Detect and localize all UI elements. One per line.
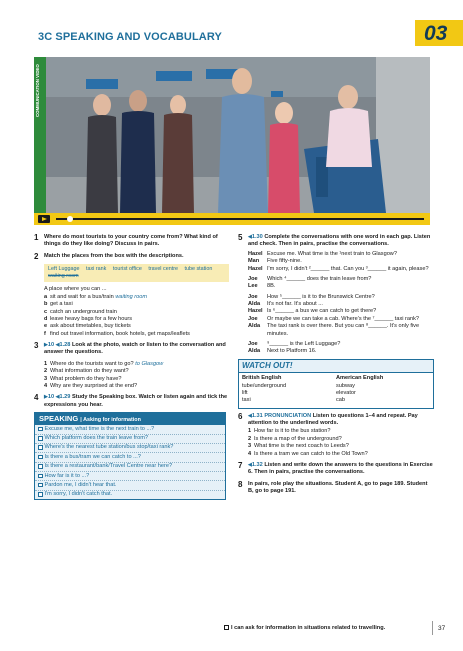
item-text: What time is the next coach to Leeds? [254,443,349,450]
exercise-number: 7 [238,460,243,470]
dialogue-line [248,294,434,301]
item-text: sit and wait for a bus/train [50,293,114,300]
speaker: Man [248,258,260,265]
line-text[interactable]: ⁹______ is the Left Luggage? [267,340,341,347]
item-key: e [44,323,48,330]
exercise-8 [238,481,434,496]
speaker: Alda [248,301,261,307]
speaking-box-subtitle: Asking for information [83,417,141,423]
item-text: ask about timetables, buy tickets [50,323,131,330]
list-item: 3 What time is the next coach to Leeds? [248,443,349,450]
watch-out-box [238,359,434,409]
item-key: a [44,293,48,300]
exercise-1 [34,234,229,249]
page-header [0,0,463,50]
checkbox[interactable] [38,427,43,432]
list-item [44,376,229,383]
item-text: Is there a tram we can catch to the Old Town? [254,450,368,457]
dialogue-line [248,251,434,258]
line-text[interactable]: Or maybe we can take a cab. Where's the ⁷______ taxi rank? [267,315,420,322]
american-word: elevator [336,389,356,396]
exercise-number: 2 [34,251,39,261]
exercise-number: 3 [34,341,39,350]
line-text: 8B. [267,283,276,290]
expression-row[interactable] [35,481,225,490]
line-text[interactable]: Is ⁶______ a bus we can catch to get there? [267,308,377,315]
dialogue-line [248,341,434,348]
video-ref[interactable]: ▶ 10 [44,394,54,400]
exercise-instruction: Match the places from the box with the descriptions. [44,252,184,259]
item-text: How far is it to the bus station? [254,428,331,435]
british-heading: British English [242,375,282,382]
watch-out-title: WATCH OUT! [239,360,433,374]
checkbox[interactable] [38,445,43,450]
word-box-item: Left Luggage [48,266,80,273]
dialogue-line [248,348,434,355]
audio-track-ref[interactable]: ◀ 1.29 [56,394,71,400]
expression-row[interactable] [35,425,225,434]
list-item [44,331,229,338]
item-key: d [44,315,48,322]
expression-row[interactable] [35,453,225,462]
american-word: subway [336,382,355,389]
video-control-bar [34,213,430,225]
word-box-item: tube station [184,266,213,273]
expression-row[interactable] [35,444,225,453]
dialogue-line [248,308,434,315]
item-key: c [44,308,48,315]
item-text: catch an underground train [50,308,117,315]
speaker: Alda [248,323,261,330]
word-box [44,264,229,282]
item-key: f [44,330,46,337]
play-button[interactable] [38,215,50,223]
list-item [44,361,229,368]
unit-code: 3C [38,31,53,43]
word-box-item: taxi rank [85,266,107,273]
dialogue-line [248,276,434,283]
list-item [44,383,229,390]
expression-row[interactable] [35,491,225,499]
exercise-instruction [248,413,434,428]
speaker: Lee [248,283,258,290]
line-text[interactable]: I'm sorry, I didn't ²______ that. Can you ³______ it again, please? [267,265,429,272]
list-item: 4 Is there a tram we can catch to the Old Town? [248,450,368,457]
can-do-text: I can ask for information in situations related to travelling. [231,625,386,631]
exercise-number: 4 [34,393,39,403]
line-text[interactable]: How ⁵______ is it to the Brunswick Centre? [267,293,375,300]
exercise-5 [238,234,434,249]
exercise-6 [238,413,434,428]
watch-out-columns [239,373,433,408]
item-text: Why are they surprised at the end? [50,382,138,389]
page-number: 37 [438,625,446,632]
item-text: What information do they want? [50,368,129,375]
list-item: 2 Is there a map of the underground? [248,435,342,442]
line-text: Next to Platform 16. [267,348,317,355]
item-key: 4 [44,382,48,389]
exercise-7 [238,462,434,477]
british-word: tube/underground [242,382,287,389]
video-ref[interactable]: ▶ 10 [44,342,54,348]
dialogue-line [248,258,434,265]
expression-text: I'm sorry, I didn't catch that. [44,491,113,498]
expression-row[interactable] [35,435,225,444]
british-column [242,375,336,405]
speaker: Joe [248,293,258,300]
checkbox[interactable] [38,436,43,441]
exercise-instruction [44,394,229,409]
line-text[interactable]: Which ⁴______ does the train leave from? [267,275,372,282]
item-text: find out travel information, book hotels, get maps/leaflets [50,330,190,337]
expression-text: How far is it to ...? [44,472,90,479]
exercise-number: 1 [34,233,39,242]
american-word: cab [336,397,346,404]
question-list [44,361,229,391]
exercise-4 [34,394,229,409]
item-text: Is there a map of the underground? [254,435,342,442]
item-key: 3 [44,375,48,382]
item-text: get a taxi [50,301,73,308]
list-item: 1 How far is it to the bus station? [248,428,331,435]
audio-track-ref[interactable]: ◀ 1.28 [56,342,71,348]
line-text: Five fifty-nine. [267,258,302,265]
line-text: It's not far. It's about ... [267,301,323,307]
video-progress-track[interactable] [56,218,424,220]
exercise-instruction: In pairs, role play the situations. Student A, go to page 189. Student B, go to page 191. [248,480,428,495]
speaker: Joe [248,315,258,322]
section-title: SPEAKING AND VOCABULARY [55,31,222,43]
expression-text: Is there a restaurant/bank/Travel Centre near here? [44,463,173,470]
british-word: lift [242,389,248,396]
checkbox[interactable] [38,474,43,479]
instruction-text: Look at the photo, watch or listen to the conversation and answer the questions. [44,342,226,356]
item-text: What problem do they have? [50,375,122,382]
speaking-box-header: SPEAKING | Asking for information [35,413,225,425]
exercise-instruction [248,234,434,249]
list-item [44,309,229,316]
item-key: 2 [44,368,48,375]
item-key: b [44,301,48,308]
expression-text: Which platform does the train leave from? [44,435,149,441]
speaking-box [34,412,226,500]
video-side-strip [34,57,46,225]
footer-divider [432,621,433,635]
exercise-instruction [44,342,229,357]
audio-track-ref[interactable]: ◀ 1.31 [248,413,263,419]
expression-text: Pardon me, I didn't hear that. [44,481,117,488]
unit-tab-number: 03 [424,22,448,45]
expression-row[interactable] [35,463,225,472]
line-text[interactable]: The taxi rank is over there. But you can ⁸______. It's only five minutes. [267,323,420,337]
item-text: leave heavy bags for a few hours [50,315,133,322]
exercise-number: 6 [238,411,243,421]
video-photo [46,57,430,213]
video-player[interactable] [34,57,430,225]
checkbox[interactable] [38,455,43,460]
expression-text: Excuse me, what time is the next train to ...? [44,425,155,432]
right-column [238,234,434,499]
line-text[interactable]: Excuse me. What time is the ¹next train to Glasgow? [267,250,397,257]
list-item [44,294,229,301]
pronunciation-list [248,428,434,458]
audio-track-ref[interactable]: ◀ 1.30 [248,234,263,240]
speaker: Joe [248,275,258,282]
list-item [44,316,229,323]
expression-text: Is there a bus/tram we can catch to ...? [44,453,141,460]
exercise-instruction [248,462,434,477]
speaker: Joe [248,340,258,347]
exercise-number: 8 [238,479,243,489]
description-list [44,286,229,338]
exercise-number: 5 [238,233,243,242]
dialogue [248,251,434,356]
speaking-box-title: SPEAKING [39,414,79,423]
video-progress-knob[interactable] [67,216,73,222]
instruction-text: Complete the conversations with one word in each gap. Listen and check. Then in pairs, practise the conversations. [248,234,431,248]
exercise-3 [34,342,229,357]
instruction-text: Listen and write down the answers to the questions in Exercise 6. Then in pairs, practise the conversations. [248,461,433,476]
speaker: Alda [248,348,261,355]
american-column [336,375,430,405]
word-box-item: travel centre [148,266,178,273]
expression-text: Where's the nearest tube station/bus stop/taxi rank? [44,444,174,451]
can-do-checkbox[interactable] [224,625,229,630]
item-text: Where do the tourists want to go? [50,360,134,367]
exercise-2 [34,253,229,260]
audio-track-ref[interactable]: ◀ 1.32 [248,462,263,468]
exercise-instruction: Where do most tourists to your country come from? What kind of things do they like doing? Discuss in pairs. [44,234,218,248]
american-heading: American English [336,375,384,382]
list-item [44,301,229,308]
british-word: taxi [242,397,251,404]
instruction-text: Study the Speaking box. Watch or listen again and tick the expressions you hear. [44,394,228,408]
example-answer: to Glasgow [135,360,164,367]
speaker: Hazel [248,308,263,315]
can-do-statement [224,625,385,632]
list-item [44,323,229,330]
list-intro: A place where you can ... [44,286,107,293]
dialogue-line [248,323,434,338]
speaker: Hazel [248,265,263,272]
page-title [38,30,222,45]
checkbox[interactable] [38,492,43,497]
dialogue-line [248,266,434,273]
video-side-label: COMMUNICATION VIDEO [35,64,40,117]
item-key: 1 [44,360,48,367]
left-column [34,234,229,500]
instruction-text: Listen to questions 1–4 and repeat. Pay attention to the underlined words. [248,412,418,427]
dialogue-line [248,283,434,290]
example-answer: waiting room [115,293,148,300]
checkbox[interactable] [38,464,43,469]
list-item [44,368,229,375]
expression-row[interactable] [35,472,225,481]
checkbox[interactable] [38,483,43,488]
pronunciation-label: PRONUNCIATION [264,412,312,419]
speaker: Hazel [248,250,263,257]
word-box-item: tourist office [112,266,142,273]
unit-tab [415,20,463,46]
word-box-item-used: waiting room [48,273,79,280]
